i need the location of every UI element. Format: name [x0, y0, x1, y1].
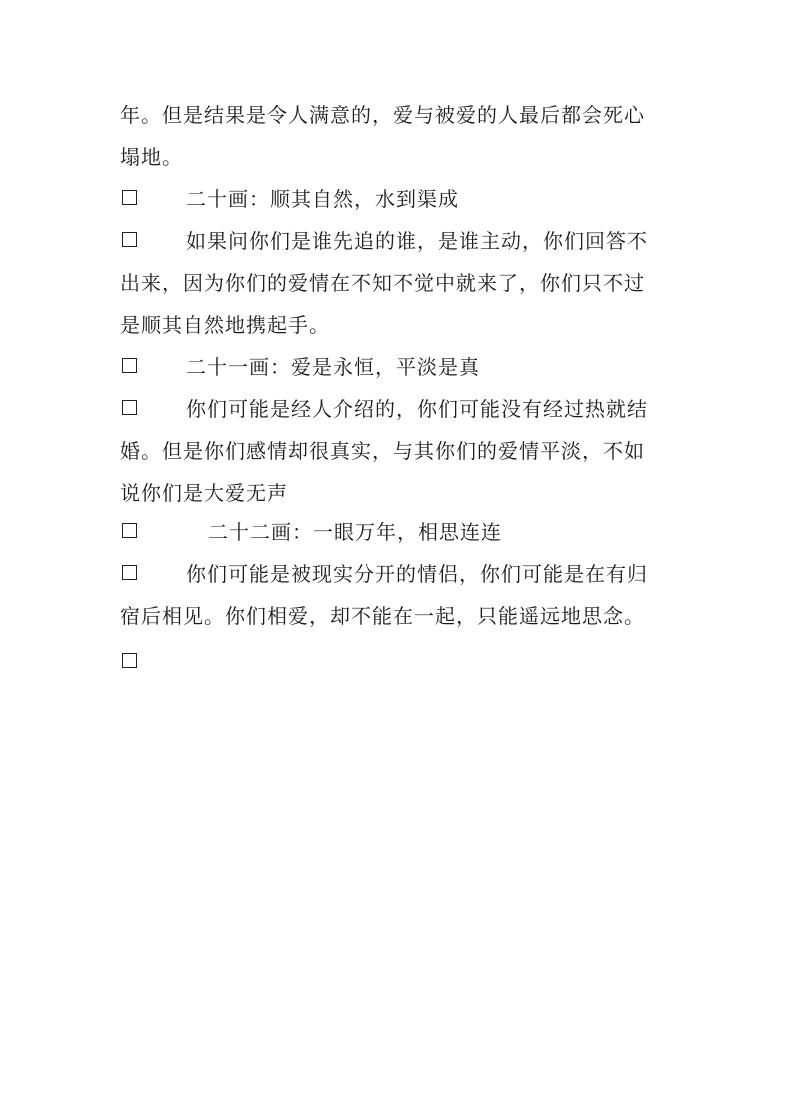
- checkbox-icon: [122, 653, 137, 668]
- section-heading-row: [120, 355, 680, 379]
- paragraph-line: 出来，因为你们的爱情在不知不觉中就来了，你们只不过: [120, 271, 645, 295]
- paragraph-line: 如果问你们是谁先追的谁，是谁主动，你们回答不: [186, 229, 648, 253]
- paragraph-line: 是顺其自然地携起手。: [120, 313, 330, 337]
- empty-row: [120, 650, 680, 674]
- checkbox-icon: [122, 190, 137, 205]
- checkbox-icon: [122, 358, 137, 373]
- paragraph-line: 你们可能是经人介绍的，你们可能没有经过热就结: [186, 397, 648, 421]
- section-heading: 二十二画：一眼万年，相思连连: [208, 520, 502, 544]
- paragraph-line: 塌地。: [120, 145, 183, 169]
- checkbox-icon: [122, 523, 137, 538]
- paragraph-line: 宿后相见。你们相爱，却不能在一起，只能遥远地思念。: [120, 604, 645, 628]
- section-heading-row: [120, 520, 680, 544]
- paragraph-row: [120, 229, 680, 253]
- paragraph-row: [120, 562, 680, 586]
- paragraph-line: 年。但是结果是令人满意的，爱与被爱的人最后都会死心: [120, 103, 645, 127]
- checkbox-icon: [122, 232, 137, 247]
- paragraph-row: [120, 397, 680, 421]
- paragraph-line: 说你们是大爱无声: [120, 481, 288, 505]
- checkbox-icon: [122, 400, 137, 415]
- paragraph-line: 婚。但是你们感情却很真实，与其你们的爱情平淡，不如: [120, 439, 645, 463]
- checkbox-icon: [122, 565, 137, 580]
- section-heading: 二十画：顺其自然，水到渠成: [186, 187, 459, 211]
- section-heading: 二十一画：爱是永恒，平淡是真: [186, 355, 480, 379]
- paragraph-line: 你们可能是被现实分开的情侣，你们可能是在有归: [186, 562, 648, 586]
- section-heading-row: [120, 187, 680, 211]
